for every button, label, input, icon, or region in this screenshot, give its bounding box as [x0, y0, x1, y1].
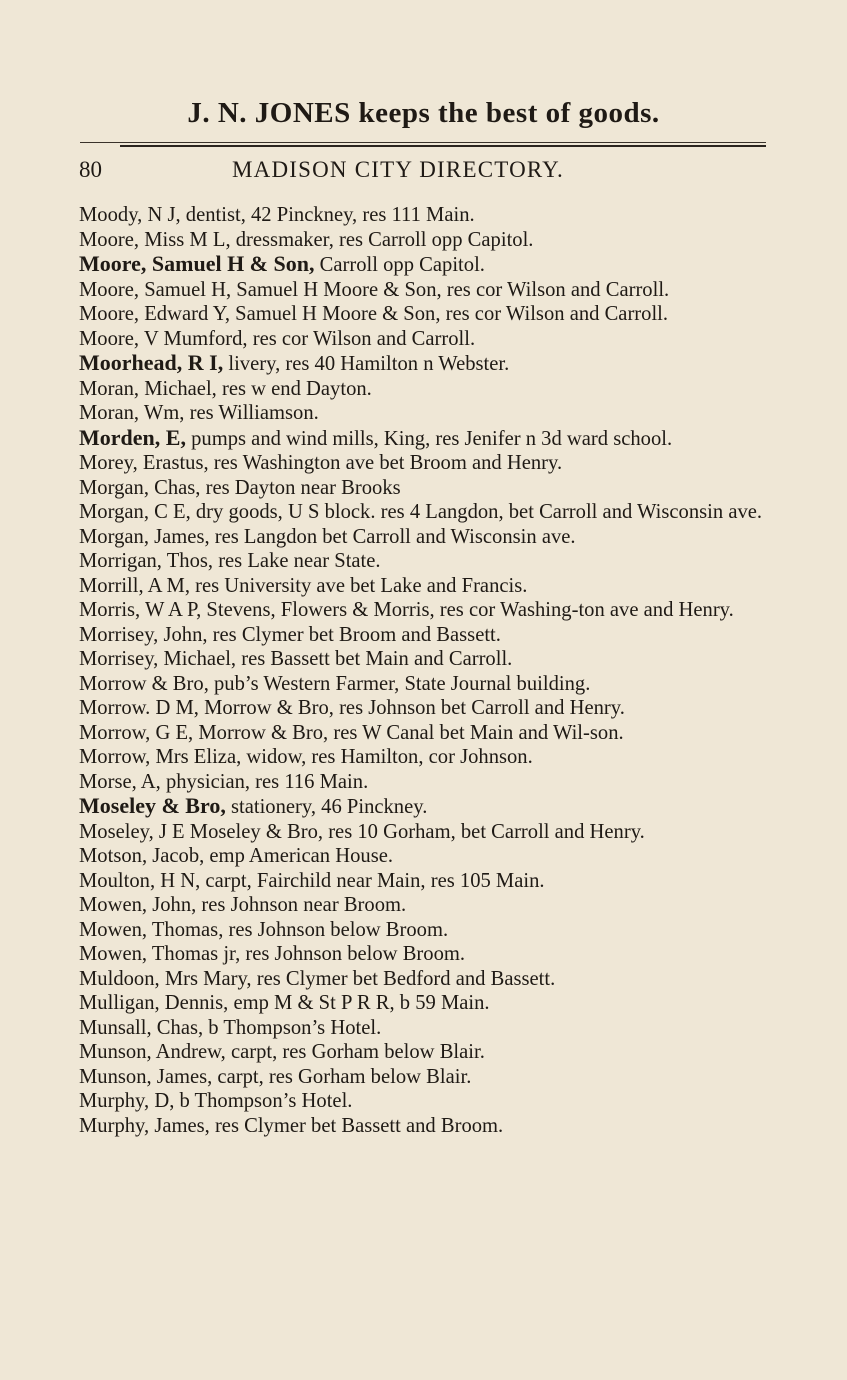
directory-entry [79, 942, 767, 967]
entry-text: Moore, Samuel H, Samuel H Moore & Son, res cor Wilson and Carroll. [79, 278, 670, 301]
directory-entry [79, 967, 767, 992]
directory-entry [79, 1040, 767, 1065]
entry-text: Morrow, G E, Morrow & Bro, res W Canal bet Main and Wil-son. [79, 721, 624, 744]
entry-text: Muldoon, Mrs Mary, res Clymer bet Bedford and Bassett. [79, 967, 556, 990]
directory-entry [79, 1016, 767, 1041]
entry-business-name: Morden, E, [79, 424, 186, 450]
directory-entry [79, 451, 767, 476]
directory-entry [79, 672, 767, 697]
entry-text: pumps and wind mills, King, res Jenifer n 3d ward school. [185, 427, 673, 450]
directory-entry [79, 500, 767, 525]
directory-entry [79, 1065, 767, 1090]
entry-text: Moody, N J, dentist, 42 Pinckney, res 111 Main. [79, 204, 475, 226]
directory-entry [79, 869, 767, 894]
directory-entry [79, 1089, 767, 1114]
directory-title: MADISON CITY DIRECTORY. [232, 157, 564, 182]
entry-text: Moulton, H N, carpt, Fairchild near Main, res 105 Main. [79, 869, 545, 892]
directory-entry [79, 549, 767, 574]
advert-header: J. N. JONES keeps the best of goods. [187, 97, 660, 129]
entry-text: Mowen, Thomas, res Johnson below Broom. [79, 918, 449, 941]
entry-business-name: Moore, Samuel H & Son, [79, 251, 315, 276]
directory-entry [79, 745, 767, 770]
directory-entry [79, 844, 767, 869]
entry-text: Moran, Wm, res Williamson. [79, 402, 319, 424]
directory-entry [79, 598, 767, 623]
directory-entry [79, 647, 767, 672]
page-number: 80 [79, 157, 102, 182]
entry-text: Mulligan, Dennis, emp M & St P R R, b 59 Main. [79, 992, 490, 1014]
directory-entry [79, 696, 767, 721]
entry-text: Murphy, D, b Thompson’s Hotel. [79, 1090, 353, 1112]
header-rule-thick [120, 145, 766, 147]
entry-business-name: Moorhead, R I, [79, 350, 224, 375]
entry-text: Mowen, Thomas jr, res Johnson below Broom. [79, 943, 466, 965]
directory-entry [79, 351, 767, 377]
directory-entry [79, 918, 767, 943]
entry-text: Morrisey, Michael, res Bassett bet Main and Carroll. [79, 648, 513, 670]
directory-entry [79, 252, 767, 278]
directory-entry [79, 476, 767, 501]
entry-text: Moore, V Mumford, res cor Wilson and Carroll. [79, 327, 476, 350]
entry-text: livery, res 40 Hamilton n Webster. [223, 353, 510, 375]
header-rule-thin [80, 142, 766, 143]
directory-entry [79, 820, 767, 845]
directory-entry [79, 302, 767, 327]
directory-entry [79, 203, 767, 228]
entry-text: Morrisey, John, res Clymer bet Broom and Bassett. [79, 623, 501, 646]
entry-text: Morrill, A M, res University ave bet Lake and Francis. [79, 574, 528, 597]
entry-text: Moore, Miss M L, dressmaker, res Carroll opp Capitol. [79, 228, 534, 251]
directory-entry [79, 721, 767, 746]
entry-text: Morey, Erastus, res Washington ave bet Broom and Henry. [79, 452, 563, 474]
entry-text: Morse, A, physician, res 116 Main. [79, 770, 369, 793]
entry-text: Munson, James, carpt, res Gorham below Blair. [79, 1065, 472, 1088]
directory-entry [79, 278, 767, 303]
entry-text: Carroll opp Capitol. [314, 254, 485, 276]
directory-entry [79, 991, 767, 1016]
entry-text: Moseley, J E Moseley & Bro, res 10 Gorham, bet Carroll and Henry. [79, 820, 645, 843]
entry-text: Morrow. D M, Morrow & Bro, res Johnson bet Carroll and Henry. [79, 697, 625, 719]
directory-entry [79, 770, 767, 795]
directory-entry [79, 426, 767, 452]
entry-text: Morris, W A P, Stevens, Flowers & Morris, res cor Washing-ton ave and Henry. [79, 599, 734, 621]
directory-entry [79, 574, 767, 599]
directory-entry [79, 228, 767, 253]
directory-entry [79, 525, 767, 550]
entry-text: Morgan, James, res Langdon bet Carroll and Wisconsin ave. [79, 525, 576, 548]
entry-text: Murphy, James, res Clymer bet Bassett and Broom. [79, 1114, 504, 1137]
entry-text: Morrigan, Thos, res Lake near State. [79, 550, 381, 572]
directory-entry [79, 794, 767, 820]
directory-entry [79, 377, 767, 402]
directory-entries [79, 203, 767, 1138]
directory-entry [79, 327, 767, 352]
entry-text: Morgan, Chas, res Dayton near Brooks [79, 476, 401, 499]
entry-text: Moore, Edward Y, Samuel H Moore & Son, res cor Wilson and Carroll. [79, 303, 669, 325]
directory-entry [79, 893, 767, 918]
directory-entry [79, 401, 767, 426]
entry-text: Munsall, Chas, b Thompson’s Hotel. [79, 1016, 382, 1039]
entry-text: stationery, 46 Pinckney. [225, 796, 428, 818]
directory-entry [79, 1114, 767, 1139]
entry-business-name: Moseley & Bro, [79, 793, 226, 818]
entry-text: Moran, Michael, res w end Dayton. [79, 377, 372, 400]
directory-entry [79, 623, 767, 648]
entry-text: Morrow & Bro, pub’s Western Farmer, State Journal building. [79, 672, 591, 695]
entry-text: Morgan, C E, dry goods, U S block. res 4 Langdon, bet Carroll and Wisconsin ave. [79, 501, 763, 523]
entry-text: Motson, Jacob, emp American House. [79, 845, 393, 867]
entry-text: Mowen, John, res Johnson near Broom. [79, 894, 407, 916]
entry-text: Morrow, Mrs Eliza, widow, res Hamilton, cor Johnson. [79, 746, 533, 768]
entry-text: Munson, Andrew, carpt, res Gorham below Blair. [79, 1041, 485, 1063]
